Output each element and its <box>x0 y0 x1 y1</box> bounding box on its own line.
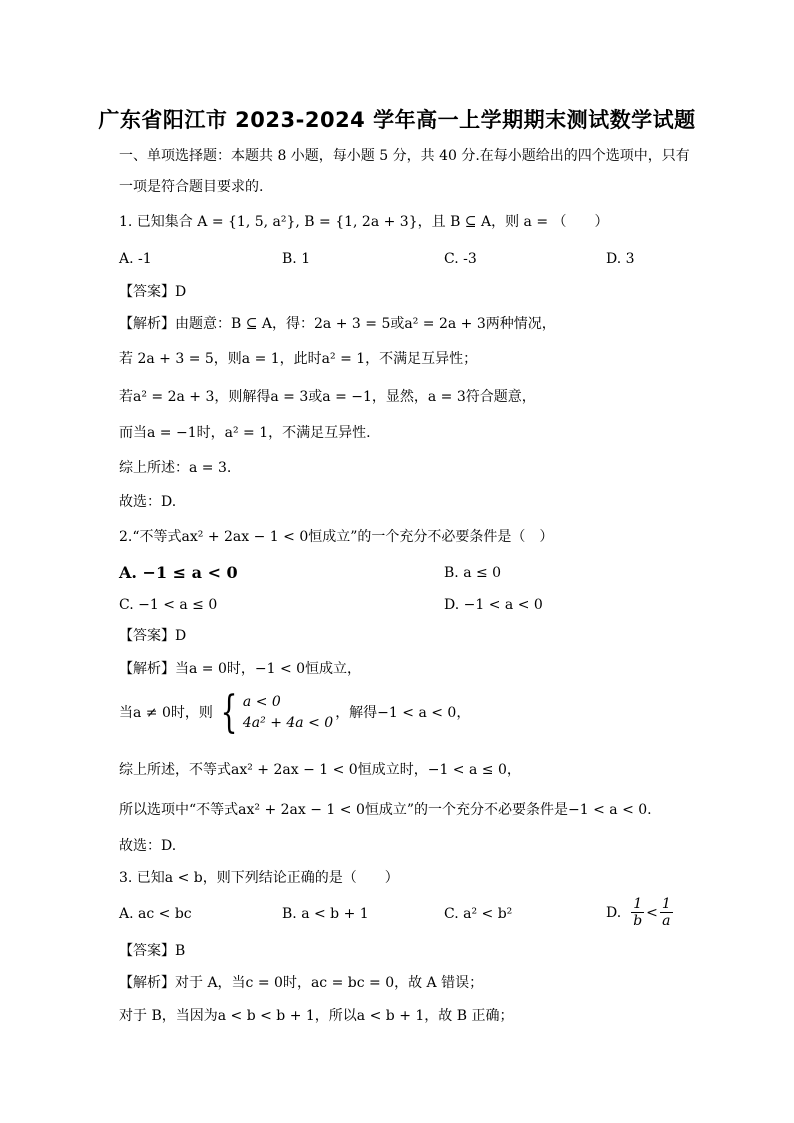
q1-option-a: A. -1 <box>119 251 152 267</box>
q1-analysis-3: 若a² = 2a + 3，则解得a = 3或a = −1，显然，a = 3符合题意， <box>119 389 536 405</box>
q3-stem: 3. 已知a < b，则下列结论正确的是（ ） <box>119 870 399 886</box>
q3-fraction-right-denominator: a <box>662 913 671 929</box>
q2-stem: 2.“不等式ax² + 2ax − 1 < 0恒成立”的一个充分不必要条件是（ ） <box>119 529 554 545</box>
q3-option-a: A. ac < bc <box>119 906 192 922</box>
left-brace-icon: { <box>220 687 238 738</box>
q3-fraction-right-numerator: 1 <box>661 896 671 912</box>
q1-option-b: B. 1 <box>282 251 311 267</box>
q2-analysis-3: 综上所述，不等式ax² + 2ax − 1 < 0恒成立时，−1 < a ≤ 0， <box>119 762 521 778</box>
q3-fraction-operator: < <box>646 904 658 921</box>
q1-option-c: C. -3 <box>444 251 477 267</box>
q2-analysis-2 <box>119 687 471 738</box>
q3-option-d <box>606 896 675 929</box>
q1-analysis-1: 【解析】由题意：B ⊆ A，得：2a + 3 = 5或a² = 2a + 3两种情况， <box>119 316 556 332</box>
q2-analysis-2-prefix: 当a ≠ 0时，则 <box>119 705 213 721</box>
q3-fraction-left-numerator: 1 <box>631 896 644 913</box>
q1-analysis-6: 故选：D. <box>119 494 177 510</box>
q1-stem: 1. 已知集合 A = {1, 5, a²}, B = {1, 2a + 3}，且 B ⊆ A，则 a = （ ） <box>119 214 609 230</box>
page-title: 广东省阳江市 2023-2024 学年高一上学期期末测试数学试题 <box>98 108 696 132</box>
q1-answer: 【答案】D <box>119 284 187 300</box>
q2-analysis-1: 【解析】当a = 0时，−1 < 0恒成立， <box>119 661 362 677</box>
q2-option-d: D. −1 < a < 0 <box>444 597 543 613</box>
q3-analysis-2: 对于 B，当因为a < b < b + 1，所以a < b + 1，故 B 正确； <box>119 1008 514 1024</box>
q2-system <box>215 687 334 738</box>
q2-analysis-2-suffix: ，解得−1 < a < 0， <box>335 705 471 721</box>
q1-analysis-5: 综上所述：a = 3. <box>119 460 232 476</box>
q3-fraction-left-denominator: b <box>633 913 643 929</box>
q3-fraction-left <box>631 896 644 929</box>
q1-analysis-4: 而当a = −1时，a² = 1，不满足互异性. <box>119 425 371 441</box>
q1-analysis-2: 若 2a + 3 = 5，则a = 1，此时a² = 1，不满足互异性； <box>119 351 478 367</box>
q2-analysis-4: 所以选项中“不等式ax² + 2ax − 1 < 0恒成立”的一个充分不必要条件是−1 < a < 0. <box>119 802 652 818</box>
section-heading-line-2: 一项是符合题目要求的. <box>119 179 264 195</box>
q2-option-a: A. −1 ≤ a < 0 <box>119 563 238 582</box>
q2-option-b: B. a ≤ 0 <box>444 565 502 581</box>
q3-option-b: B. a < b + 1 <box>282 906 369 922</box>
q3-fraction-right <box>660 896 673 929</box>
q2-analysis-5: 故选：D. <box>119 838 177 854</box>
q2-option-c: C. −1 < a ≤ 0 <box>119 597 218 613</box>
q3-analysis-1: 【解析】对于 A，当c = 0时，ac = bc = 0，故 A 错误； <box>119 975 484 991</box>
q3-answer: 【答案】B <box>119 943 186 959</box>
q2-system-line-1: a < 0 <box>242 694 281 710</box>
q1-option-d: D. 3 <box>606 251 635 267</box>
section-heading-line-1: 一、单项选择题：本题共 8 小题，每小题 5 分，共 40 分.在每小题给出的四个选项中，只有 <box>119 148 690 164</box>
q3-option-d-label: D. <box>606 904 622 921</box>
q2-system-line-2: 4a² + 4a < 0 <box>242 715 334 731</box>
q2-answer: 【答案】D <box>119 628 187 644</box>
q3-option-c: C. a² < b² <box>444 906 513 922</box>
q2-system-lines <box>243 692 333 734</box>
